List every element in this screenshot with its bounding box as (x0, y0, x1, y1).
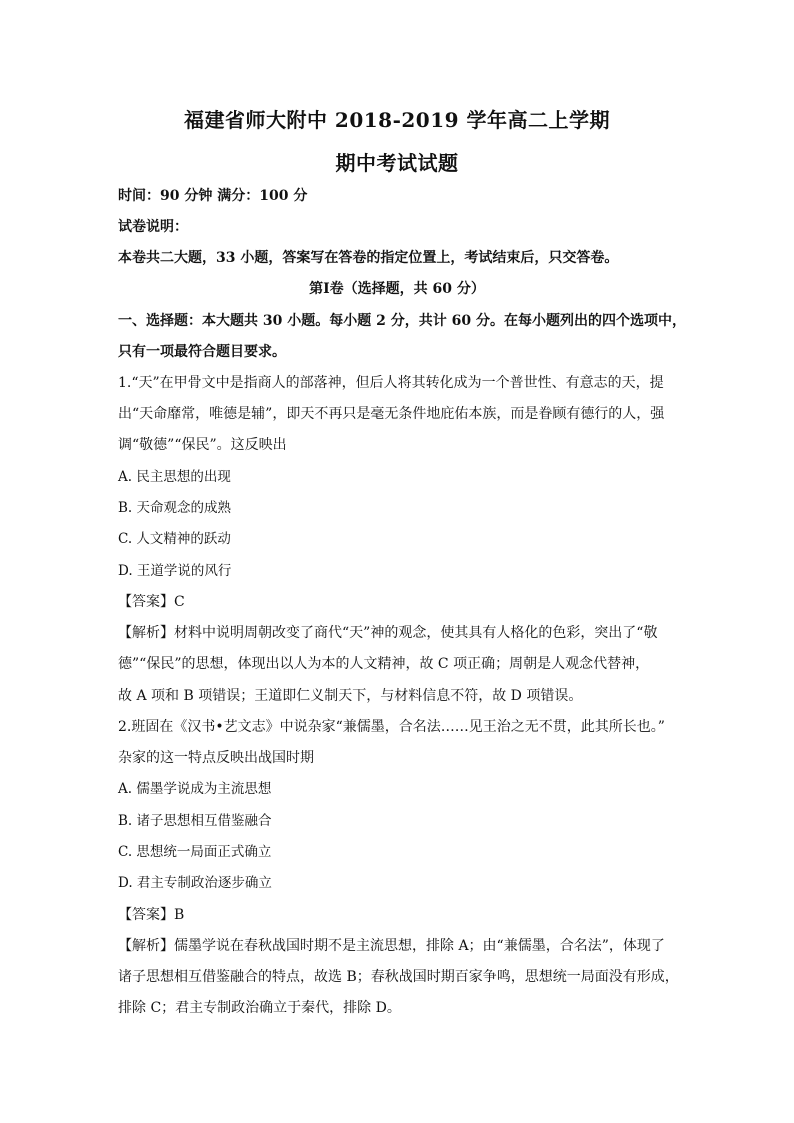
question-2-analysis-line1: 【解析】儒墨学说在春秋战国时期不是主流思想，排除 A；由“兼儒墨，合名法”，体现了 (118, 938, 665, 954)
exam-title-line2: 期中考试试题 (335, 151, 459, 175)
question-1-option-c: C. 人文精神的跃动 (118, 531, 231, 547)
question-2-analysis-line3: 排除 C；君主专制政治确立于秦代，排除 D。 (118, 1000, 401, 1016)
question-2-answer: 【答案】B (118, 907, 185, 923)
section-title: 第Ⅰ卷（选择题，共 60 分） (309, 281, 485, 297)
time-score-info: 时间：90 分钟 满分：100 分 (118, 188, 308, 204)
question-2-option-b: B. 诸子思想相互借鉴融合 (118, 813, 272, 829)
question-1-analysis-line1: 【解析】材料中说明周朝改变了商代“天”神的观念，使其具有人格化的色彩，突出了“敬 (118, 625, 658, 641)
question-1-option-d: D. 王道学说的风行 (118, 563, 232, 579)
notes-label: 试卷说明： (118, 219, 188, 235)
exam-title-line1: 福建省师大附中 2018-2019 学年高二上学期 (183, 108, 611, 132)
question-2-stem-line2: 杂家的这一特点反映出战国时期 (118, 750, 314, 766)
question-1-analysis-line2: 德”“保民”的思想，体现出以人为本的人文精神，故 C 项正确；周朝是人观念代替神， (118, 656, 650, 672)
question-1-stem-line3: 调“敬德”“保民”。这反映出 (118, 437, 287, 453)
question-1-stem-line2: 出“天命靡常，唯德是辅”，即天不再只是毫无条件地庇佑本族，而是眷顾有德行的人，强 (118, 406, 665, 422)
question-2-analysis-line2: 诸子思想相互借鉴融合的特点，故选 B；春秋战国时期百家争鸣，思想统一局面没有形成， (118, 969, 679, 985)
question-2-option-d: D. 君主专制政治逐步确立 (118, 875, 272, 891)
question-1-option-a: A. 民主思想的出现 (118, 469, 231, 485)
section-instruction-line1: 一、选择题：本大题共 30 小题。每小题 2 分，共计 60 分。在每小题列出的四个选项中， (118, 313, 686, 329)
question-2-stem-line1: 2.班固在《汉书•艺文志》中说杂家“兼儒墨，合名法……见王治之无不贯，此其所长也。” (118, 719, 665, 735)
section-instruction-line2: 只有一项最符合题目要求。 (118, 344, 286, 360)
notes-text: 本卷共二大题，33 小题，答案写在答卷的指定位置上，考试结束后，只交答卷。 (118, 250, 619, 266)
question-2-option-c: C. 思想统一局面正式确立 (118, 844, 272, 860)
question-1-option-b: B. 天命观念的成熟 (118, 500, 232, 516)
question-1-analysis-line3: 故 A 项和 B 项错误；王道即仁义制天下，与材料信息不符，故 D 项错误。 (118, 688, 583, 704)
question-2-option-a: A. 儒墨学说成为主流思想 (118, 781, 272, 797)
question-1-stem-line1: 1.“天”在甲骨文中是指商人的部落神，但后人将其转化成为一个普世性、有意志的天，提 (118, 375, 664, 391)
question-1-answer: 【答案】C (118, 594, 185, 610)
